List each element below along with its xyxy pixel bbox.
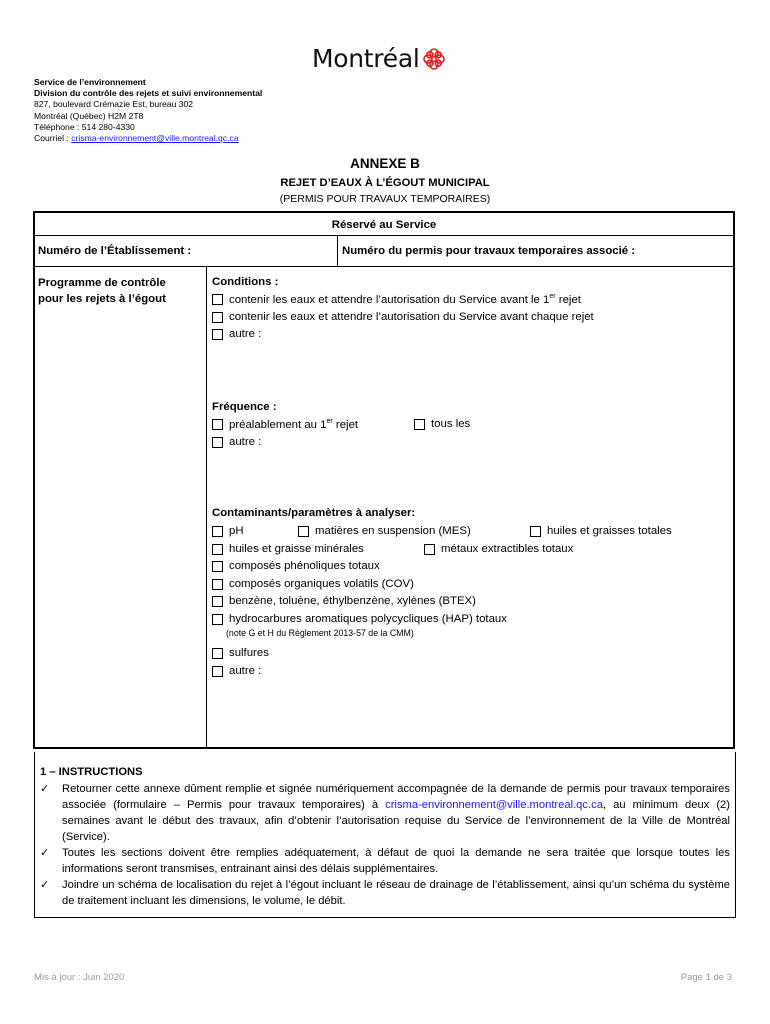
- frequence-option-2: [414, 418, 470, 430]
- contaminant-btex: [212, 595, 476, 607]
- checkbox[interactable]: [212, 614, 223, 625]
- checkbox[interactable]: [212, 294, 223, 305]
- phone: Téléphone : 514 280-4330: [34, 121, 135, 132]
- contaminant-label: métaux extractibles totaux: [441, 543, 574, 555]
- permis-associe-label: Numéro du permis pour travaux temporaires associé :: [342, 245, 636, 257]
- rose-emblem-icon: [422, 47, 446, 71]
- contaminant-phenol: [212, 560, 380, 572]
- instructions-title: 1 – INSTRUCTIONS: [40, 766, 143, 778]
- divider: [206, 267, 207, 748]
- email-link[interactable]: crisma-environnement@ville.montreal.qc.ca: [71, 133, 239, 144]
- address-street: 827, boulevard Crémazie Est, bureau 302: [34, 99, 194, 110]
- checkbox[interactable]: [212, 544, 223, 555]
- condition-option-other: [212, 328, 261, 340]
- etablissement-label: Numéro de l’Établissement :: [38, 245, 192, 257]
- condition-label: autre :: [229, 328, 262, 340]
- checkmark-icon: ✓: [40, 879, 50, 891]
- programme-line2: pour les rejets à l’égout: [38, 293, 166, 305]
- frequence-label: tous les: [431, 418, 471, 430]
- instruction-text: Toutes les sections doivent être remplies adéquatement, à défaut de quoi la demande ne sera traitée que lorsque toutes les informations seront transmises, entrainant ainsi des délais supplémentaires.: [62, 847, 730, 875]
- frequence-label: préalablement au 1er rejet: [229, 418, 359, 431]
- conditions-title: Conditions :: [212, 276, 279, 288]
- contaminant-label: matières en suspension (MES): [315, 525, 471, 537]
- checkbox[interactable]: [414, 419, 425, 430]
- checkbox[interactable]: [212, 561, 223, 572]
- annexe-title: ANNEXE B: [350, 156, 420, 171]
- footer-updated: Mis à jour : Juin 2020: [34, 972, 125, 983]
- contaminant-sulfures: [212, 647, 269, 659]
- frequence-option-1: [212, 418, 358, 431]
- frequence-label: autre :: [229, 436, 262, 448]
- reserved-header: Réservé au Service: [331, 219, 437, 231]
- programme-line1: Programme de contrôle: [38, 277, 166, 289]
- checkbox[interactable]: [212, 419, 223, 430]
- montreal-logo: [312, 44, 446, 73]
- division-name: Division du contrôle des rejets et suivi environnemental: [34, 88, 263, 99]
- checkbox[interactable]: [212, 596, 223, 607]
- service-name: Service de l’environnement: [34, 77, 146, 87]
- instruction-item: [40, 877, 730, 909]
- checkbox[interactable]: [530, 526, 541, 537]
- divider: [34, 235, 734, 236]
- contaminant-metaux: [424, 543, 573, 555]
- checkbox[interactable]: [212, 526, 223, 537]
- contaminant-huiles-totales: [530, 525, 672, 537]
- contaminant-label: sulfures: [229, 647, 269, 659]
- contaminant-label: composés organiques volatils (COV): [229, 578, 414, 590]
- address-city: Montréal (Québec) H2M 2T8: [34, 110, 144, 121]
- contaminant-cov: [212, 578, 414, 590]
- condition-label: contenir les eaux et attendre l’autorisation du Service avant chaque rejet: [229, 311, 594, 323]
- instruction-item: [40, 781, 730, 845]
- checkmark-icon: ✓: [40, 847, 50, 859]
- logo-text: Montréal: [312, 44, 420, 73]
- contaminant-mes: [298, 525, 471, 537]
- condition-option-2: [212, 311, 594, 323]
- checkmark-icon: ✓: [40, 783, 50, 795]
- condition-option-1: [212, 293, 581, 306]
- checkbox[interactable]: [424, 544, 435, 555]
- contaminant-label: hydrocarbures aromatiques polycycliques (HAP) totaux: [229, 613, 507, 625]
- checkbox[interactable]: [212, 329, 223, 340]
- contaminant-label: autre :: [229, 665, 262, 677]
- header-address: [34, 77, 262, 144]
- email-link[interactable]: crisma-environnement@ville.montreal.qc.ca: [385, 799, 603, 811]
- footer-page-number: Page 1 de 3: [680, 972, 732, 983]
- frequence-title: Fréquence :: [212, 401, 277, 413]
- contaminant-label: huiles et graisse minérales: [229, 543, 364, 555]
- instruction-text: Retourner cette annexe dûment remplie et signée numériquement accompagnée de la demande de permis pour travaux temporaires associée (formulaire – Permis pour travaux temporaires) à crisma-environnement@ville.montreal.qc.ca, au minimum deux (2) semaines avant le début des travaux, afin d’obtenir l’autorisation requise du Service de l’environnement de la Ville de Montréal (Service).: [62, 783, 730, 843]
- permis-subtitle: (PERMIS POUR TRAVAUX TEMPORAIRES): [279, 193, 491, 205]
- hap-note: (note G et H du Règlement 2013-57 de la CMM): [226, 628, 414, 638]
- checkbox[interactable]: [212, 312, 223, 323]
- checkbox[interactable]: [212, 437, 223, 448]
- checkbox[interactable]: [212, 579, 223, 590]
- rejet-title: REJET D’EAUX À L’ÉGOUT MUNICIPAL: [280, 177, 490, 189]
- contaminant-huiles-minerales: [212, 543, 364, 555]
- email-label: Courriel :: [34, 133, 72, 144]
- divider: [337, 236, 338, 266]
- contaminant-label: pH: [229, 525, 244, 537]
- checkbox[interactable]: [212, 666, 223, 677]
- divider: [34, 266, 734, 267]
- frequence-option-other: [212, 436, 261, 448]
- contaminant-label: composés phénoliques totaux: [229, 560, 380, 572]
- checkbox[interactable]: [298, 526, 309, 537]
- contaminants-title: Contaminants/paramètres à analyser:: [212, 507, 416, 519]
- contaminant-label: huiles et graisses totales: [547, 525, 672, 537]
- programme-label: [38, 275, 166, 307]
- contaminant-hap: [212, 613, 507, 625]
- contaminant-ph: [212, 525, 244, 537]
- email-line: [34, 133, 262, 144]
- checkbox[interactable]: [212, 648, 223, 659]
- condition-label: contenir les eaux et attendre l’autorisation du Service avant le 1er rejet: [229, 293, 581, 306]
- instruction-item: [40, 845, 730, 877]
- instruction-text: Joindre un schéma de localisation du rejet à l’égout incluant le réseau de drainage de l’établissement, ainsi qu’un schéma du système de traitement incluant les dimensions, le volume, le débit.: [62, 879, 730, 907]
- contaminant-other: [212, 665, 261, 677]
- contaminant-label: benzène, toluène, éthylbenzène, xylènes (BTEX): [229, 595, 476, 607]
